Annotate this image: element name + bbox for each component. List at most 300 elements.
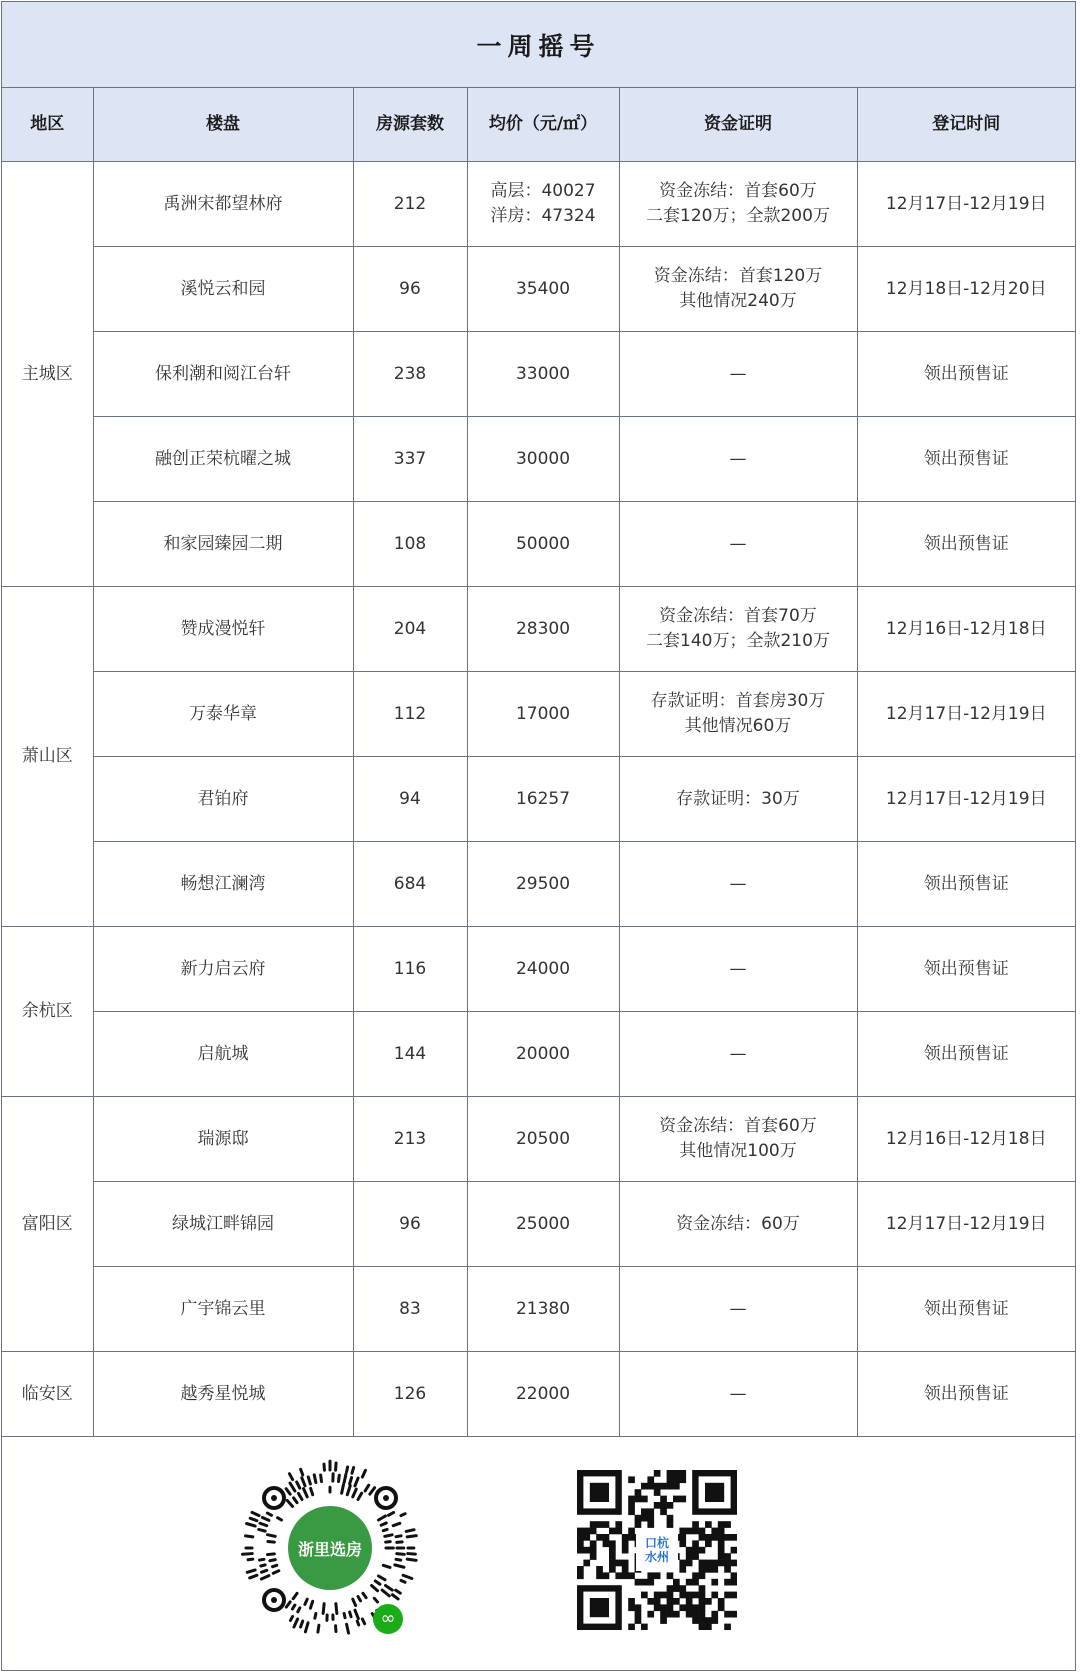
qr-module xyxy=(692,1579,699,1586)
qr-module xyxy=(724,1579,731,1586)
qr-module xyxy=(686,1604,693,1611)
code-ray xyxy=(363,1593,366,1597)
region-cell: 主城区 xyxy=(2,162,93,587)
code-ray xyxy=(375,1581,380,1584)
qr-module xyxy=(641,1624,648,1630)
qr-module xyxy=(635,1521,642,1528)
code-ray xyxy=(378,1516,385,1520)
price-cell-line: 33000 xyxy=(515,363,571,384)
qr-module xyxy=(667,1598,674,1605)
qr-module xyxy=(660,1508,667,1515)
code-ray xyxy=(344,1613,345,1617)
proof-cell xyxy=(619,332,857,417)
qr-module xyxy=(609,1553,616,1560)
region-cell: 余杭区 xyxy=(2,927,93,1097)
qr-module xyxy=(628,1476,635,1483)
proof-cell-line: — xyxy=(729,1043,747,1064)
code-ray xyxy=(301,1469,303,1475)
qr-finder xyxy=(590,1598,609,1617)
price-cell xyxy=(467,587,619,672)
time-cell: 领出预售证 xyxy=(857,927,1075,1012)
time-cell: 12月17日-12月19日 xyxy=(857,757,1075,842)
qr-module xyxy=(673,1476,680,1483)
code-ray xyxy=(339,1475,340,1481)
proof-cell xyxy=(619,1182,857,1267)
time-cell: 领出预售证 xyxy=(857,842,1075,927)
code-ray xyxy=(305,1623,308,1632)
time-cell: 领出预售证 xyxy=(857,1012,1075,1097)
project-cell: 和家园臻园二期 xyxy=(93,502,353,587)
code-ray xyxy=(278,1518,282,1520)
qr-module xyxy=(596,1566,603,1573)
qr-module xyxy=(654,1598,661,1605)
qr-module xyxy=(679,1496,686,1503)
qr-module xyxy=(647,1572,654,1579)
qr-module xyxy=(667,1585,674,1592)
table-row xyxy=(2,757,1075,842)
qr-module xyxy=(667,1572,674,1579)
qr-module xyxy=(686,1553,693,1560)
qr-module xyxy=(686,1560,693,1567)
qr-module xyxy=(731,1579,737,1586)
code-ray xyxy=(286,1489,290,1494)
code-ray xyxy=(393,1523,400,1525)
code-ray xyxy=(336,1604,337,1614)
header-project: 楼盘 xyxy=(93,88,353,162)
qr-module xyxy=(673,1496,680,1503)
code-ray xyxy=(350,1612,351,1617)
code-ray xyxy=(358,1493,362,1499)
qr-module xyxy=(692,1572,699,1579)
code-ray xyxy=(250,1575,257,1578)
qr-module xyxy=(692,1528,699,1535)
qr-module xyxy=(660,1611,667,1618)
qr-module xyxy=(705,1617,712,1624)
qr-module xyxy=(699,1528,706,1535)
code-ray xyxy=(386,1586,393,1591)
qr-module xyxy=(609,1560,616,1567)
qr-module xyxy=(692,1592,699,1599)
qr-module xyxy=(679,1476,686,1483)
qr-module xyxy=(609,1528,616,1535)
proof-cell-line: 资金冻结：60万 xyxy=(676,1213,800,1234)
table-row xyxy=(2,1352,1075,1437)
qr-module xyxy=(635,1604,642,1611)
qr-module xyxy=(577,1540,584,1547)
proof-cell-line: — xyxy=(729,533,747,554)
qr-module xyxy=(673,1598,680,1605)
code-ray xyxy=(347,1624,349,1633)
qr-module xyxy=(718,1540,725,1547)
units-cell: 144 xyxy=(353,1012,467,1097)
price-cell-line: 50000 xyxy=(515,533,571,554)
header-time: 登记时间 xyxy=(857,88,1075,162)
price-cell-line: 21380 xyxy=(515,1298,571,1319)
code-ray xyxy=(299,1493,302,1499)
table-row xyxy=(2,247,1075,332)
project-cell: 瑞源邸 xyxy=(93,1097,353,1182)
qr-module xyxy=(724,1560,731,1567)
price-cell xyxy=(467,672,619,757)
code-ray xyxy=(311,1488,313,1494)
proof-cell xyxy=(619,927,857,1012)
qr-module xyxy=(635,1496,642,1503)
code-ray xyxy=(290,1483,295,1491)
code-ray xyxy=(407,1559,416,1560)
code-ray xyxy=(267,1535,275,1537)
qr-module xyxy=(603,1572,610,1579)
qr-module xyxy=(679,1560,686,1567)
code-ray xyxy=(297,1482,300,1488)
code-ray xyxy=(365,1485,369,1491)
project-cell: 绿城江畔锦园 xyxy=(93,1182,353,1267)
qr-module xyxy=(692,1611,699,1618)
qr-module xyxy=(660,1502,667,1509)
qr-module xyxy=(647,1521,654,1528)
units-cell: 212 xyxy=(353,162,467,247)
qr-module xyxy=(635,1611,642,1618)
qr-module xyxy=(603,1521,610,1528)
code-ray xyxy=(305,1599,307,1604)
header-region: 地区 xyxy=(2,88,93,162)
qr-module xyxy=(628,1598,635,1605)
qr-module xyxy=(583,1547,590,1554)
qr-module xyxy=(635,1617,642,1624)
table-row xyxy=(2,502,1075,587)
qr-module xyxy=(622,1534,629,1541)
qr-module xyxy=(596,1521,603,1528)
qr-module xyxy=(692,1553,699,1560)
code-ray xyxy=(267,1513,271,1515)
qr-module xyxy=(622,1547,629,1554)
qr-module xyxy=(692,1540,699,1547)
lottery-table-card xyxy=(1,1,1076,1671)
code-ray xyxy=(308,1477,310,1484)
time-cell: 12月18日-12月20日 xyxy=(857,247,1075,332)
price-cell xyxy=(467,332,619,417)
code-ray xyxy=(268,1554,275,1555)
code-ray xyxy=(270,1560,275,1561)
qr-module xyxy=(718,1560,725,1567)
region-cell: 临安区 xyxy=(2,1352,93,1437)
time-cell: 12月17日-12月19日 xyxy=(857,672,1075,757)
qr-module xyxy=(673,1470,680,1477)
qr-code[interactable] xyxy=(577,1470,737,1630)
qr-module xyxy=(641,1579,648,1586)
qr-module xyxy=(628,1624,635,1630)
qr-module xyxy=(641,1496,648,1503)
proof-cell-line: — xyxy=(729,448,747,469)
qr-module xyxy=(711,1534,718,1541)
table-row xyxy=(2,1267,1075,1352)
qr-module xyxy=(699,1598,706,1605)
code-ray xyxy=(406,1530,414,1532)
price-cell-line: 20000 xyxy=(515,1043,571,1064)
qr-module xyxy=(622,1572,629,1579)
mini-program-icon: ∞ xyxy=(373,1604,403,1634)
code-ray xyxy=(350,1478,352,1484)
qr-module xyxy=(577,1528,584,1535)
qr-module xyxy=(667,1470,674,1477)
qr-module xyxy=(686,1598,693,1605)
mini-program-logo: 浙里选房 xyxy=(288,1506,372,1590)
qr-module xyxy=(692,1521,699,1528)
table-row xyxy=(2,1012,1075,1097)
qr-module xyxy=(577,1547,584,1554)
qr-module xyxy=(647,1611,654,1618)
qr-module xyxy=(654,1470,661,1477)
qr-module xyxy=(667,1521,674,1528)
units-cell: 96 xyxy=(353,247,467,332)
qr-module xyxy=(647,1579,654,1586)
code-ray xyxy=(321,1475,322,1482)
qr-module xyxy=(635,1515,642,1522)
qr-module xyxy=(724,1534,731,1541)
qr-module xyxy=(686,1528,693,1535)
code-ray xyxy=(362,1470,365,1477)
qr-module xyxy=(622,1560,629,1567)
qr-module xyxy=(686,1547,693,1554)
time-cell: 12月16日-12月18日 xyxy=(857,587,1075,672)
price-cell xyxy=(467,757,619,842)
qr-module xyxy=(615,1560,622,1567)
time-cell: 领出预售证 xyxy=(857,332,1075,417)
qr-module xyxy=(699,1617,706,1624)
proof-cell xyxy=(619,842,857,927)
qr-module xyxy=(679,1592,686,1599)
proof-cell-line: — xyxy=(729,1383,747,1404)
qr-module xyxy=(679,1566,686,1573)
code-ray xyxy=(298,1608,300,1612)
qr-module xyxy=(711,1566,718,1573)
qr-module xyxy=(679,1540,686,1547)
price-cell xyxy=(467,927,619,1012)
qr-module xyxy=(628,1534,635,1541)
qr-module xyxy=(596,1534,603,1541)
project-cell: 赞成漫悦轩 xyxy=(93,587,353,672)
code-ray xyxy=(362,1619,364,1624)
qr-module xyxy=(641,1483,648,1490)
qr-module xyxy=(628,1496,635,1503)
qr-module xyxy=(724,1553,731,1560)
qr-module xyxy=(711,1592,718,1599)
code-ray xyxy=(289,1474,292,1480)
price-cell-line: 洋房：47324 xyxy=(490,206,596,226)
qr-module xyxy=(583,1528,590,1535)
qr-module xyxy=(660,1496,667,1503)
code-ray xyxy=(396,1536,401,1537)
table-row xyxy=(2,417,1075,502)
qr-module xyxy=(686,1592,693,1599)
project-cell: 万泰华章 xyxy=(93,672,353,757)
price-cell xyxy=(467,417,619,502)
qr-module xyxy=(660,1604,667,1611)
code-ray xyxy=(382,1590,389,1596)
time-cell: 12月17日-12月19日 xyxy=(857,1182,1075,1267)
qr-module xyxy=(699,1566,706,1573)
code-ray xyxy=(407,1536,416,1537)
proof-cell-line: 存款证明：首套房30万 xyxy=(650,691,826,711)
qr-module xyxy=(628,1508,635,1515)
qr-module xyxy=(647,1508,654,1515)
qr-module xyxy=(635,1489,642,1496)
code-ray xyxy=(403,1575,412,1578)
proof-cell-line: 资金冻结：首套120万 xyxy=(653,266,823,286)
qr-module xyxy=(583,1534,590,1541)
units-cell: 112 xyxy=(353,672,467,757)
code-ray xyxy=(290,1616,292,1620)
qr-module xyxy=(673,1579,680,1586)
proof-cell xyxy=(619,1097,857,1182)
qr-module xyxy=(615,1521,622,1528)
qr-module xyxy=(615,1572,622,1579)
qr-module xyxy=(647,1476,654,1483)
qr-module xyxy=(699,1547,706,1554)
units-cell: 204 xyxy=(353,587,467,672)
qr-module xyxy=(705,1540,712,1547)
qr-module xyxy=(660,1617,667,1624)
code-ray xyxy=(401,1580,405,1582)
qr-module xyxy=(609,1547,616,1554)
code-ray xyxy=(286,1602,290,1607)
lottery-table xyxy=(2,88,1075,1437)
code-ray xyxy=(347,1486,350,1495)
time-cell: 领出预售证 xyxy=(857,1267,1075,1352)
units-cell: 96 xyxy=(353,1182,467,1267)
table-row xyxy=(2,672,1075,757)
qr-module xyxy=(590,1547,597,1554)
qr-module xyxy=(699,1534,706,1541)
qr-module xyxy=(718,1547,725,1554)
qr-module xyxy=(641,1592,648,1599)
project-cell: 保利潮和阅江台轩 xyxy=(93,332,353,417)
qr-module xyxy=(711,1528,718,1535)
qr-module xyxy=(590,1553,597,1560)
units-cell: 126 xyxy=(353,1352,467,1437)
code-ray xyxy=(247,1570,255,1572)
code-ray xyxy=(336,1463,337,1470)
proof-cell-line: — xyxy=(729,363,747,384)
units-cell: 238 xyxy=(353,332,467,417)
qr-module xyxy=(699,1611,706,1618)
qr-module xyxy=(699,1624,706,1630)
table-body xyxy=(2,162,1075,1437)
price-cell xyxy=(467,1012,619,1097)
qr-module xyxy=(577,1572,584,1579)
qr-module xyxy=(673,1483,680,1490)
code-ray xyxy=(383,1529,387,1530)
code-ray xyxy=(397,1554,404,1555)
proof-cell-line: 其他情况240万 xyxy=(679,291,797,311)
code-ray xyxy=(310,1601,312,1608)
qr-module xyxy=(583,1560,590,1567)
code-ray xyxy=(315,1613,316,1618)
mini-program-code[interactable] xyxy=(240,1458,420,1638)
qr-module xyxy=(711,1560,718,1567)
qr-module xyxy=(577,1534,584,1541)
code-ray xyxy=(370,1488,375,1494)
proof-cell-line: — xyxy=(729,1298,747,1319)
qr-module xyxy=(603,1540,610,1547)
code-ray xyxy=(242,1554,252,1555)
qr-module xyxy=(705,1560,712,1567)
qr-module xyxy=(705,1624,712,1630)
proof-cell-line: 二套120万；全款200万 xyxy=(646,206,830,226)
code-ray xyxy=(395,1565,404,1567)
code-ray xyxy=(260,1559,264,1560)
qr-module xyxy=(647,1515,654,1522)
units-cell: 108 xyxy=(353,502,467,587)
units-cell: 116 xyxy=(353,927,467,1012)
proof-cell xyxy=(619,1352,857,1437)
qr-module xyxy=(654,1592,661,1599)
qr-module xyxy=(731,1611,737,1618)
qr-center-logo xyxy=(636,1529,678,1571)
qr-module xyxy=(679,1604,686,1611)
code-ray xyxy=(250,1518,257,1521)
qr-module xyxy=(673,1585,680,1592)
code-ray xyxy=(323,1604,324,1614)
qr-module xyxy=(718,1553,725,1560)
region-cell: 萧山区 xyxy=(2,587,93,927)
code-ray xyxy=(355,1610,358,1618)
code-ray xyxy=(262,1570,267,1572)
project-cell: 畅想江澜湾 xyxy=(93,842,353,927)
code-ray xyxy=(268,1541,274,1542)
qr-module xyxy=(647,1598,654,1605)
project-cell: 融创正荣杭曜之城 xyxy=(93,417,353,502)
code-ray xyxy=(374,1598,377,1602)
header-units: 房源套数 xyxy=(353,88,467,162)
code-ray xyxy=(245,1536,252,1537)
price-cell-line: 22000 xyxy=(515,1383,571,1404)
units-cell: 94 xyxy=(353,757,467,842)
qr-module xyxy=(622,1540,629,1547)
qr-module xyxy=(590,1540,597,1547)
qr-module xyxy=(699,1592,706,1599)
qr-module xyxy=(660,1483,667,1490)
qr-module xyxy=(577,1566,584,1573)
price-cell-line: 28300 xyxy=(515,618,571,639)
code-ray xyxy=(401,1514,405,1516)
qr-module xyxy=(731,1560,737,1567)
time-cell: 领出预售证 xyxy=(857,417,1075,502)
qr-module xyxy=(705,1534,712,1541)
proof-cell xyxy=(619,502,857,587)
qr-module xyxy=(654,1502,661,1509)
price-cell xyxy=(467,1097,619,1182)
code-ray xyxy=(252,1512,259,1515)
proof-cell xyxy=(619,417,857,502)
qr-module xyxy=(622,1566,629,1573)
project-cell: 广宇锦云里 xyxy=(93,1267,353,1352)
qr-module xyxy=(654,1489,661,1496)
code-ray xyxy=(304,1489,308,1497)
proof-cell-line: 资金冻结：首套60万 xyxy=(659,1116,817,1136)
qr-module xyxy=(718,1521,725,1528)
qr-module xyxy=(692,1617,699,1624)
qr-module xyxy=(673,1611,680,1618)
price-cell-line: 20500 xyxy=(515,1128,571,1149)
qr-module xyxy=(647,1483,654,1490)
qr-module xyxy=(692,1604,699,1611)
code-ray xyxy=(378,1576,385,1580)
proof-cell xyxy=(619,587,857,672)
price-cell-line: 17000 xyxy=(515,703,571,724)
qr-module xyxy=(590,1521,597,1528)
code-ray xyxy=(355,1478,358,1486)
qr-module xyxy=(718,1598,725,1605)
